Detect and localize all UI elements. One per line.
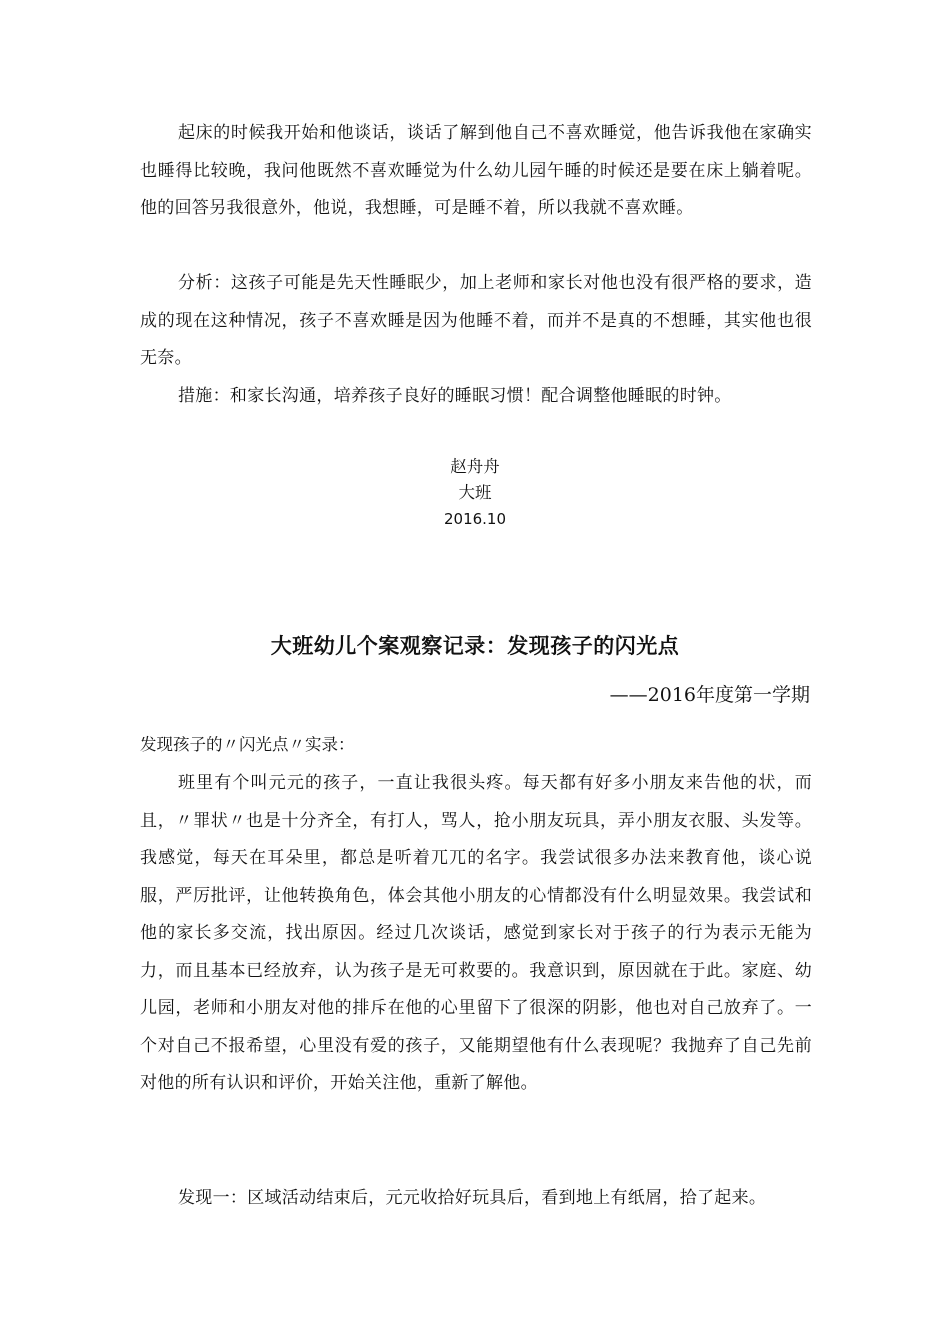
signature-block [0, 454, 950, 532]
finding-one: 发现一：区域活动结束后，元元收拾好玩具后，看到地上有纸屑，拾了起来。 [178, 1188, 767, 1208]
paragraph-conversation: 起床的时候我开始和他谈话，谈话了解到他自己不喜欢睡觉，他告诉我他在家确实也睡得比较晚，我问他既然不喜欢睡觉为什么幼儿园午睡的时候还是要在床上躺着呢。他的回答另我很意外，他说，我想睡，可是睡不着，所以我就不喜欢睡。 [140, 123, 812, 218]
paragraph-analysis: 分析：这孩子可能是先天性睡眠少，加上老师和家长对他也没有很严格的要求，造成的现在这种情况，孩子不喜欢睡是因为他睡不着，而并不是真的不想睡，其实他也很无奈。 [140, 273, 812, 368]
signature-name: 赵舟舟 [450, 457, 500, 476]
paragraph-measures: 措施：和家长沟通，培养孩子良好的睡眠习惯！配合调整他睡眠的时钟。 [178, 386, 732, 406]
signature-class: 大班 [458, 483, 492, 502]
highlight-heading: 发现孩子的〃闪光点〃实录： [140, 735, 355, 754]
record-title: 大班幼儿个案观察记录：发现孩子的闪光点 [270, 633, 680, 658]
signature-date: 2016.10 [443, 510, 507, 528]
paragraph-yuanyuan: 班里有个叫元元的孩子，一直让我很头疼。每天都有好多小朋友来告他的状，而且，〃罪状〃也是十分齐全，有打人，骂人，抢小朋友玩具，弄小朋友衣服、头发等。我感觉，每天在耳朵里，都总是听着兀兀的名字。我尝试很多办法来教育他，谈心说服，严厉批评，让他转换角色，体会其他小朋友的心情都没有什么明显效果。我尝试和他的家长多交流，找出原因。经过几次谈话，感觉到家长对于孩子的行为表示无能为力，而且基本已经放弃，认为孩子是无可救要的。我意识到，原因就在于此。家庭、幼儿园，老师和小朋友对他的排斥在他的心里留下了很深的阴影，他也对自己放弃了。一个对自己不报希望，心里没有爱的孩子，又能期望他有什么表现呢？我抛弃了自己先前对他的所有认识和评价，开始关注他，重新了解他。 [140, 773, 812, 1093]
record-subtitle: ——2016年度第一学期 [609, 684, 810, 706]
